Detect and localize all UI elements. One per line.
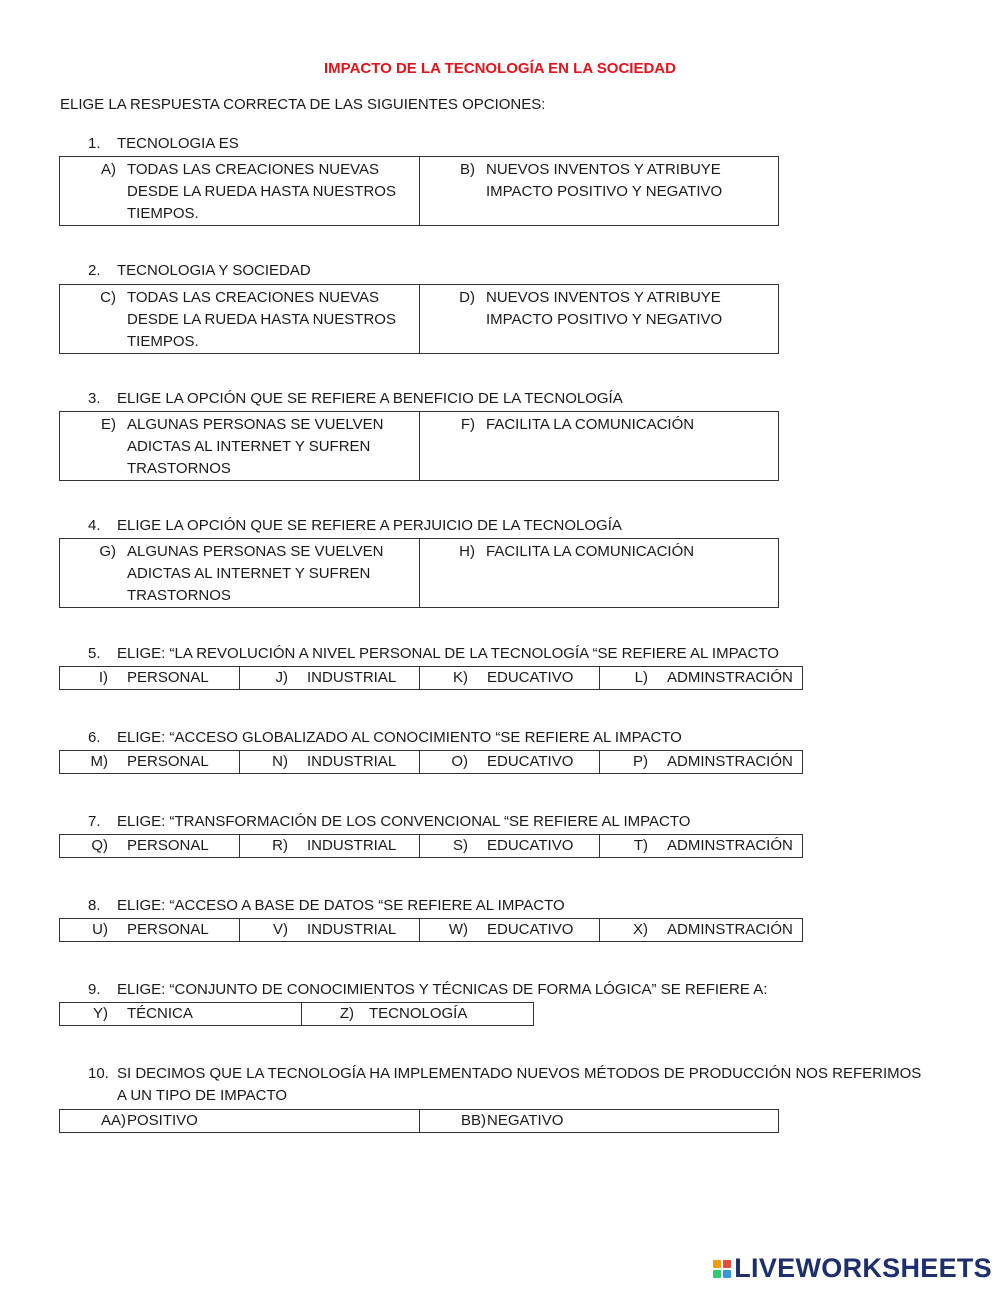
options-table-8 xyxy=(59,918,803,942)
options-table-6 xyxy=(59,750,803,774)
question-6: 6. ELIGE: “ACCESO GLOBALIZADO AL CONOCIMIENTO “SE REFIERE AL IMPACTO xyxy=(88,729,682,746)
question-5: 5. ELIGE: “LA REVOLUCIÓN A NIVEL PERSONAL DE LA TECNOLOGÍA “SE REFIERE AL IMPACTO xyxy=(88,645,779,662)
option-m[interactable]: M) PERSONAL xyxy=(60,751,240,774)
option-v[interactable]: V) INDUSTRIAL xyxy=(240,919,420,942)
options-table-3 xyxy=(59,411,779,481)
question-9: 9. ELIGE: “CONJUNTO DE CONOCIMIENTOS Y TÉCNICAS DE FORMA LÓGICA” SE REFIERE A: xyxy=(88,981,768,998)
option-s[interactable]: S) EDUCATIVO xyxy=(420,835,600,858)
question-4: 4. ELIGE LA OPCIÓN QUE SE REFIERE A PERJUICIO DE LA TECNOLOGÍA xyxy=(88,517,622,534)
logo-block xyxy=(713,1260,721,1268)
options-table-10 xyxy=(59,1109,779,1133)
option-a[interactable]: A) TODAS LAS CREACIONES NUEVAS DESDE LA RUEDA HASTA NUESTROS TIEMPOS. xyxy=(60,157,420,226)
logo-blocks-icon xyxy=(713,1260,731,1278)
options-table-1 xyxy=(59,156,779,226)
option-l[interactable]: L) ADMINSTRACIÓN xyxy=(600,667,803,690)
option-q[interactable]: Q) PERSONAL xyxy=(60,835,240,858)
options-table-4 xyxy=(59,538,779,608)
option-i[interactable]: I) PERSONAL xyxy=(60,667,240,690)
question-1: 1. TECNOLOGIA ES xyxy=(88,135,239,152)
options-table-7 xyxy=(59,834,803,858)
option-b[interactable]: B) NUEVOS INVENTOS Y ATRIBUYE IMPACTO POSITIVO Y NEGATIVO xyxy=(420,157,779,226)
option-y[interactable]: Y) TÉCNICA xyxy=(60,1003,302,1026)
worksheet-title: IMPACTO DE LA TECNOLOGÍA EN LA SOCIEDAD xyxy=(324,60,676,77)
option-t[interactable]: T) ADMINSTRACIÓN xyxy=(600,835,803,858)
liveworksheets-logo[interactable] xyxy=(713,1253,992,1284)
option-e[interactable]: E) ALGUNAS PERSONAS SE VUELVEN ADICTAS AL INTERNET Y SUFREN TRASTORNOS xyxy=(60,412,420,481)
option-k[interactable]: K) EDUCATIVO xyxy=(420,667,600,690)
option-n[interactable]: N) INDUSTRIAL xyxy=(240,751,420,774)
question-7: 7. ELIGE: “TRANSFORMACIÓN DE LOS CONVENCIONAL “SE REFIERE AL IMPACTO xyxy=(88,813,691,830)
question-3: 3. ELIGE LA OPCIÓN QUE SE REFIERE A BENEFICIO DE LA TECNOLOGÍA xyxy=(88,390,623,407)
option-bb[interactable]: BB) NEGATIVO xyxy=(420,1110,779,1133)
option-w[interactable]: W) EDUCATIVO xyxy=(420,919,600,942)
option-f[interactable]: F) FACILITA LA COMUNICACIÓN xyxy=(420,412,779,481)
option-p[interactable]: P) ADMINSTRACIÓN xyxy=(600,751,803,774)
logo-block xyxy=(713,1270,721,1278)
question-10: 10. SI DECIMOS QUE LA TECNOLOGÍA HA IMPLEMENTADO NUEVOS MÉTODOS DE PRODUCCIÓN NOS REFERIMOS A UN TIPO DE IMPACTO xyxy=(88,1065,922,1104)
logo-block xyxy=(723,1260,731,1268)
option-r[interactable]: R) INDUSTRIAL xyxy=(240,835,420,858)
question-8: 8. ELIGE: “ACCESO A BASE DE DATOS “SE REFIERE AL IMPACTO xyxy=(88,897,565,914)
logo-block xyxy=(723,1270,731,1278)
option-x[interactable]: X) ADMINSTRACIÓN xyxy=(600,919,803,942)
options-table-2 xyxy=(59,284,779,354)
option-h[interactable]: H) FACILITA LA COMUNICACIÓN xyxy=(420,539,779,608)
option-j[interactable]: J) INDUSTRIAL xyxy=(240,667,420,690)
options-table-9 xyxy=(59,1002,534,1026)
logo-text: LIVEWORKSHEETS xyxy=(734,1253,992,1283)
option-u[interactable]: U) PERSONAL xyxy=(60,919,240,942)
option-o[interactable]: O) EDUCATIVO xyxy=(420,751,600,774)
option-z[interactable]: Z) TECNOLOGÍA xyxy=(302,1003,534,1026)
options-table-5 xyxy=(59,666,803,690)
option-c[interactable]: C) TODAS LAS CREACIONES NUEVAS DESDE LA RUEDA HASTA NUESTROS TIEMPOS. xyxy=(60,285,420,354)
option-g[interactable]: G) ALGUNAS PERSONAS SE VUELVEN ADICTAS AL INTERNET Y SUFREN TRASTORNOS xyxy=(60,539,420,608)
question-2: 2. TECNOLOGIA Y SOCIEDAD xyxy=(88,262,311,279)
option-aa[interactable]: AA) POSITIVO xyxy=(60,1110,420,1133)
instructions: ELIGE LA RESPUESTA CORRECTA DE LAS SIGUIENTES OPCIONES: xyxy=(60,96,546,113)
option-d[interactable]: D) NUEVOS INVENTOS Y ATRIBUYE IMPACTO POSITIVO Y NEGATIVO xyxy=(420,285,779,354)
